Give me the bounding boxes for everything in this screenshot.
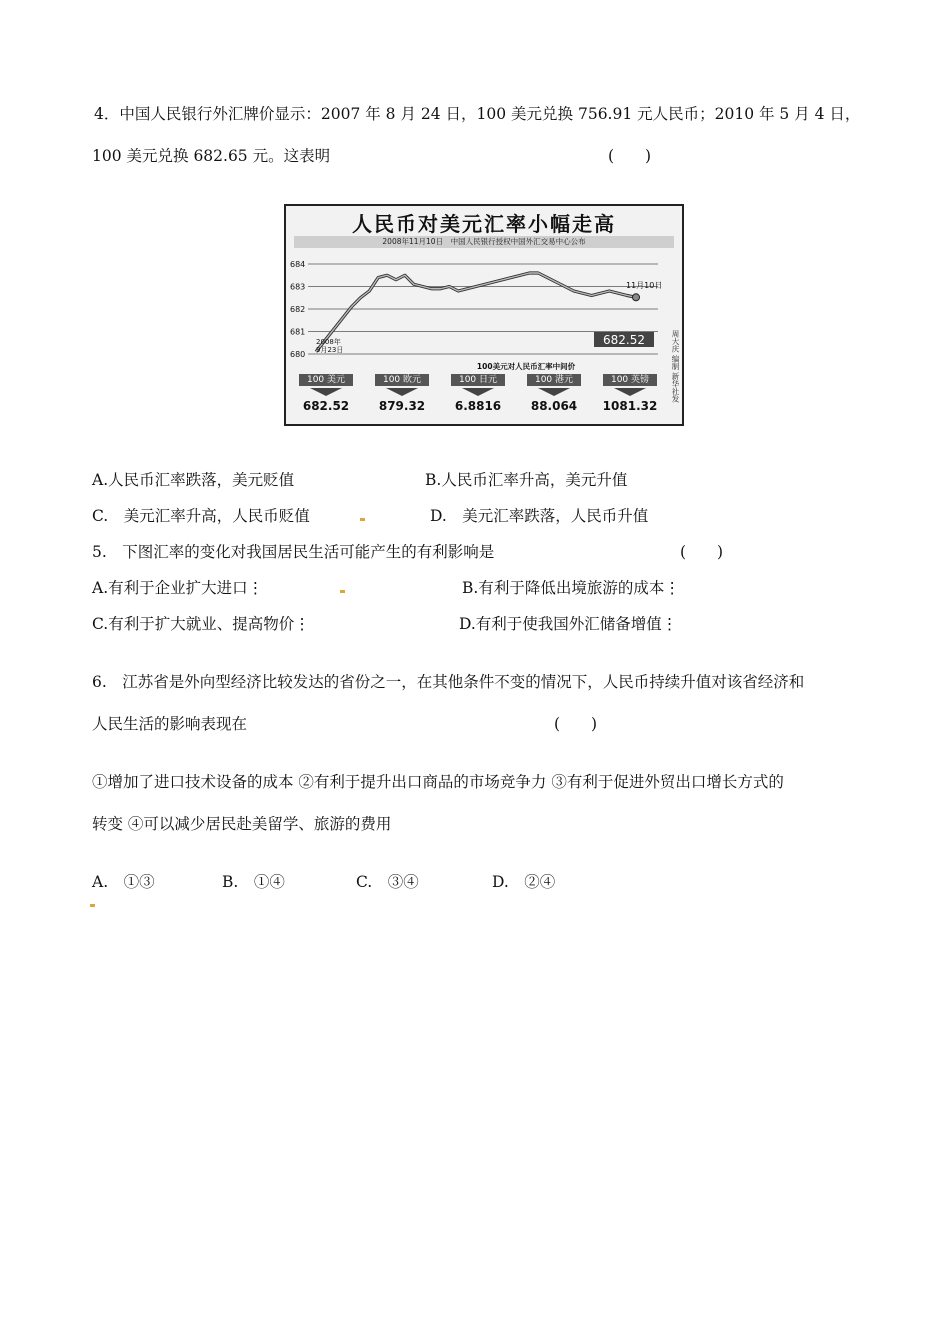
currency-label: 100 美元 <box>299 374 353 386</box>
q4-option-a: A.人民币汇率跌落，美元贬值 <box>92 471 295 489</box>
down-arrow-icon <box>310 388 342 396</box>
series-line-outline <box>316 273 636 352</box>
chart-credit: 周大庆 编制 新华社发 <box>671 330 680 403</box>
x-axis-label: 100美元对人民币汇率中间价 <box>476 362 576 371</box>
currency-item <box>448 374 508 413</box>
q6-option-a: A. ①③ <box>92 873 155 891</box>
latest-value-label: 682.52 <box>603 333 645 347</box>
down-arrow-icon <box>614 388 646 396</box>
currency-item <box>524 374 584 413</box>
q5-option-a: A.有利于企业扩大进口⋮ <box>92 579 264 597</box>
q5-stem: 5. 下图汇率的变化对我国居民生活可能产生的有利影响是 <box>92 543 495 561</box>
y-tick-label: 684 <box>290 260 306 269</box>
currency-item <box>372 374 432 413</box>
currency-value: 88.064 <box>530 399 578 413</box>
currency-value: 879.32 <box>378 399 426 413</box>
q4-stem-line1: 4．中国人民银行外汇牌价显示：2007 年 8 月 24 日，100 美元兑换 756.91 元人民币；2010 年 5 月 4 日， <box>94 105 861 123</box>
start-date-label: 2008年 <box>316 338 341 346</box>
stray-mark <box>360 518 365 521</box>
q5-answer-paren: ( ) <box>680 543 724 561</box>
down-arrow-icon <box>462 388 494 396</box>
currency-item <box>600 374 660 413</box>
currency-rates-row <box>286 374 682 422</box>
q5-option-c: C.有利于扩大就业、提高物价⋮ <box>92 615 310 633</box>
chart-title: 人民币对美元汇率小幅走高 <box>352 212 616 236</box>
currency-label: 100 英镑 <box>603 374 657 386</box>
q6-option-c: C. ③④ <box>356 873 419 891</box>
y-tick-label: 682 <box>290 305 306 314</box>
q6-stem-line1: 6. 江苏省是外向型经济比较发达的省份之一，在其他条件不变的情况下，人民币持续升值对该省经济和 <box>92 673 805 691</box>
q6-items-line1: ①增加了进口技术设备的成本 ②有利于提升出口商品的市场竞争力 ③有利于促进外贸出口增长方式的 <box>92 773 784 791</box>
q4-answer-paren: ( ) <box>608 147 652 165</box>
q6-option-d: D. ②④ <box>492 873 556 891</box>
series-line <box>316 273 636 352</box>
y-tick-label: 683 <box>290 282 306 292</box>
currency-label: 100 港元 <box>527 374 581 386</box>
q4-option-b: B.人民币汇率升高，美元升值 <box>425 471 628 489</box>
q6-items-line2: 转变 ④可以减少居民赴美留学、旅游的费用 <box>92 815 392 833</box>
latest-point <box>633 294 640 301</box>
rate-line-chart <box>286 252 682 374</box>
stray-mark <box>90 904 95 907</box>
q4-option-d: D. 美元汇率跌落，人民币升值 <box>430 507 649 525</box>
q6-answer-paren: ( ) <box>554 715 598 733</box>
currency-item <box>296 374 356 413</box>
currency-value: 1081.32 <box>602 399 658 413</box>
down-arrow-icon <box>386 388 418 396</box>
exchange-rate-figure <box>284 204 684 426</box>
q5-option-d: D.有利于使我国外汇储备增值⋮ <box>459 615 678 633</box>
q4-option-c: C. 美元汇率升高，人民币贬值 <box>92 507 310 525</box>
y-tick-label: 681 <box>290 327 306 337</box>
currency-value: 682.52 <box>302 399 350 413</box>
currency-label: 100 欧元 <box>375 374 429 386</box>
currency-label: 100 日元 <box>451 374 505 386</box>
q6-option-b: B. ①④ <box>222 873 285 891</box>
end-date-label: 11月10日 <box>626 281 663 290</box>
stray-mark <box>340 590 345 593</box>
down-arrow-icon <box>538 388 570 396</box>
q6-stem-line2: 人民生活的影响表现在 <box>92 715 248 733</box>
start-date-label: 9月23日 <box>316 346 344 354</box>
q4-stem-line2: 100 美元兑换 682.65 元。这表明 <box>92 147 331 165</box>
chart-subtitle: 2008年11月10日 中国人民银行授权中国外汇交易中心公布 <box>294 236 674 248</box>
y-tick-label: 680 <box>290 350 306 359</box>
q5-option-b: B.有利于降低出境旅游的成本⋮ <box>462 579 680 597</box>
currency-value: 6.8816 <box>454 399 502 413</box>
